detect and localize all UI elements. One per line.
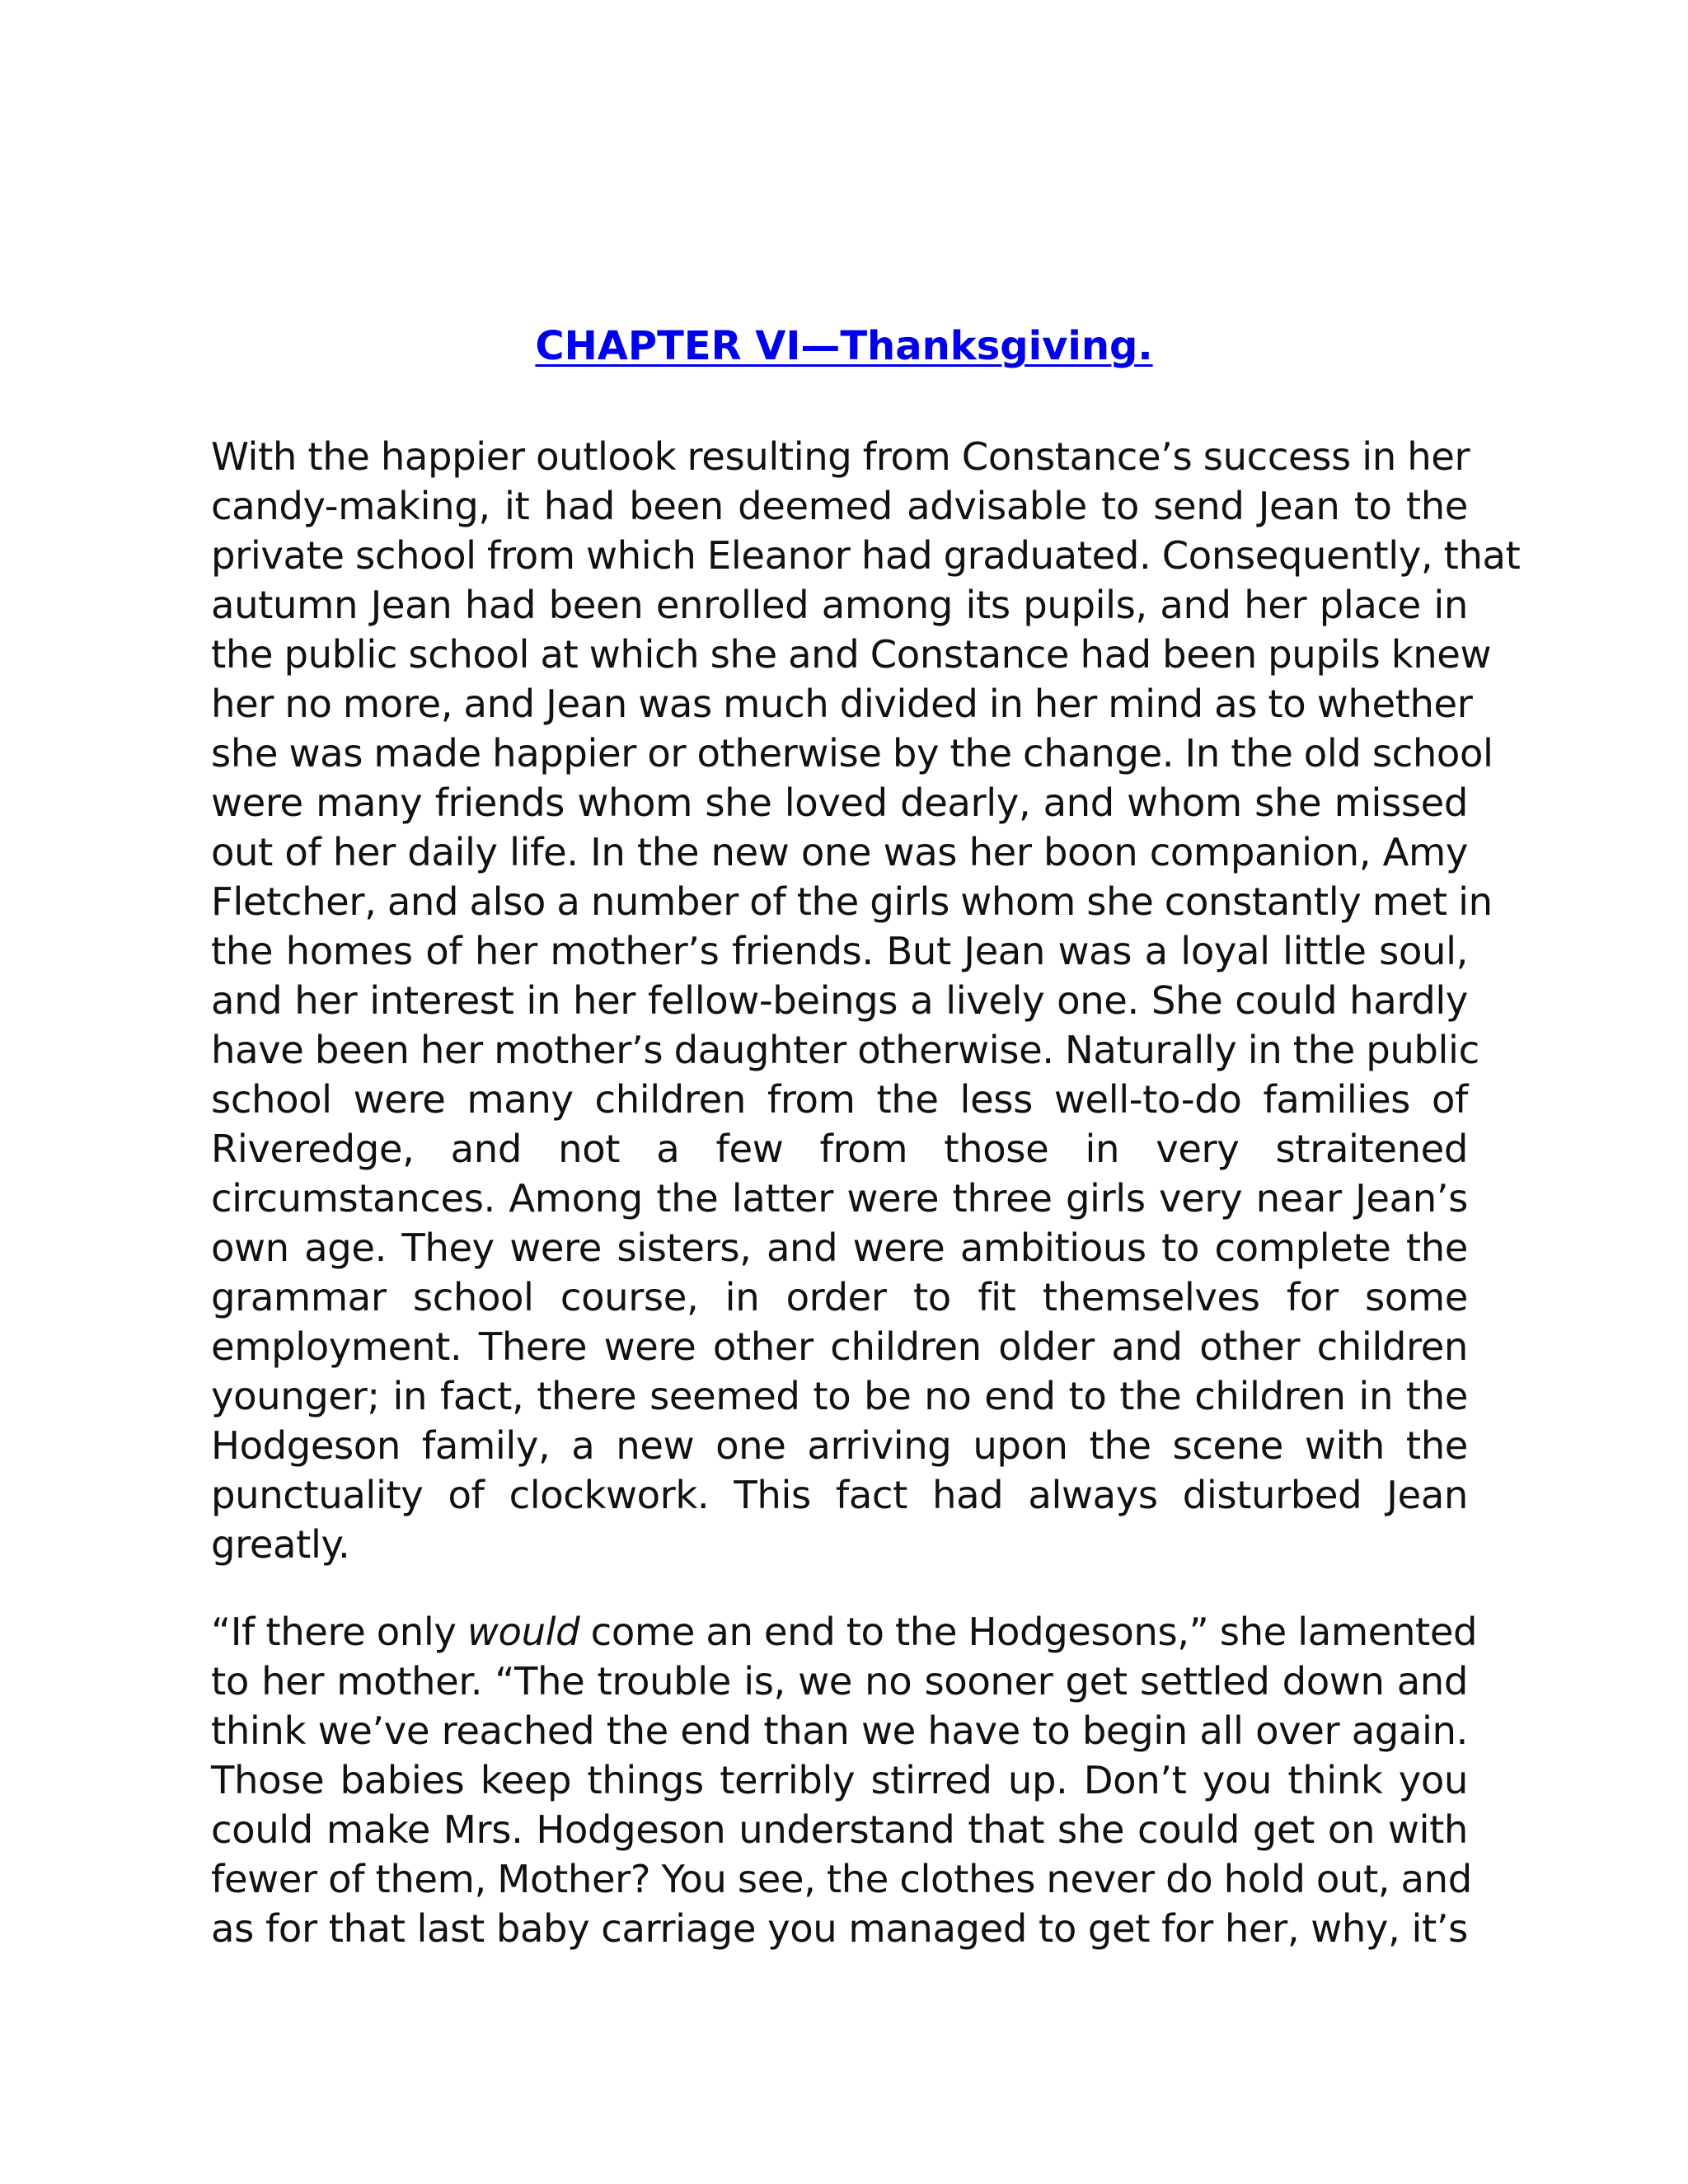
text-line: could make Mrs. Hodgeson understand that she could get on with bbox=[211, 1807, 1468, 1852]
text-line: Those babies keep things terribly stirred up. Don’t you think you bbox=[211, 1758, 1468, 1802]
text-line: think we’ve reached the end than we have to begin all over again. bbox=[211, 1708, 1468, 1753]
text-line: school were many children from the less well-to-do families of bbox=[211, 1077, 1468, 1122]
text-line: employment. There were other children older and other children bbox=[211, 1324, 1468, 1369]
text-line: out of her daily life. In the new one was her boon companion, Amy bbox=[211, 830, 1468, 874]
text-line: candy-making, it had been deemed advisable to send Jean to the bbox=[211, 484, 1468, 528]
chapter-heading bbox=[0, 320, 1688, 373]
chapter-title-link[interactable]: CHAPTER VI—Thanksgiving. bbox=[535, 323, 1153, 369]
text-line: private school from which Eleanor had graduated. Consequently, that bbox=[211, 533, 1521, 578]
text-line: the homes of her mother’s friends. But Jean was a loyal little soul, bbox=[211, 929, 1468, 973]
paragraph-2 bbox=[211, 1607, 1478, 1953]
text-line: greatly. bbox=[211, 1522, 350, 1567]
text-line: her no more, and Jean was much divided in her mind as to whether bbox=[211, 682, 1473, 726]
text-line: the public school at which she and Constance had been pupils knew bbox=[211, 632, 1492, 677]
text-line: fewer of them, Mother? You see, the clothes never do hold out, and bbox=[211, 1857, 1472, 1901]
text-line: to her mother. “The trouble is, we no sooner get settled down and bbox=[211, 1659, 1468, 1704]
text-line: as for that last baby carriage you managed to get for her, why, it’s bbox=[211, 1906, 1468, 1951]
text-line-first bbox=[211, 1607, 1478, 1657]
text-line: have been her mother’s daughter otherwise. Naturally in the public bbox=[211, 1028, 1479, 1072]
text-run: come an end to the Hodgesons,” she lamented bbox=[579, 1610, 1478, 1654]
text-line: grammar school course, in order to fit themselves for some bbox=[211, 1275, 1468, 1319]
text-line: punctuality of clockwork. This fact had always disturbed Jean bbox=[211, 1473, 1468, 1517]
text-line: Riveredge, and not a few from those in very straitened bbox=[211, 1127, 1468, 1171]
text-line: younger; in fact, there seemed to be no end to the children in the bbox=[211, 1374, 1468, 1418]
text-line: Fletcher, and also a number of the girls whom she constantly met in bbox=[211, 879, 1493, 924]
text-line: she was made happier or otherwise by the change. In the old school bbox=[211, 731, 1493, 776]
text-line: and her interest in her fellow-beings a lively one. She could hardly bbox=[211, 978, 1468, 1023]
paragraph-1 bbox=[211, 432, 1521, 1569]
text-line: circumstances. Among the latter were three girls very near Jean’s bbox=[211, 1176, 1468, 1221]
emphasized-word: would bbox=[467, 1610, 580, 1654]
text-line: Hodgeson family, a new one arriving upon the scene with the bbox=[211, 1423, 1468, 1468]
text-line: were many friends whom she loved dearly, and whom she missed bbox=[211, 780, 1468, 825]
text-line: With the happier outlook resulting from Constance’s success in her bbox=[211, 434, 1470, 479]
text-run: “If there only bbox=[211, 1610, 467, 1654]
text-line: own age. They were sisters, and were ambitious to complete the bbox=[211, 1226, 1468, 1270]
text-line: autumn Jean had been enrolled among its pupils, and her place in bbox=[211, 583, 1468, 627]
